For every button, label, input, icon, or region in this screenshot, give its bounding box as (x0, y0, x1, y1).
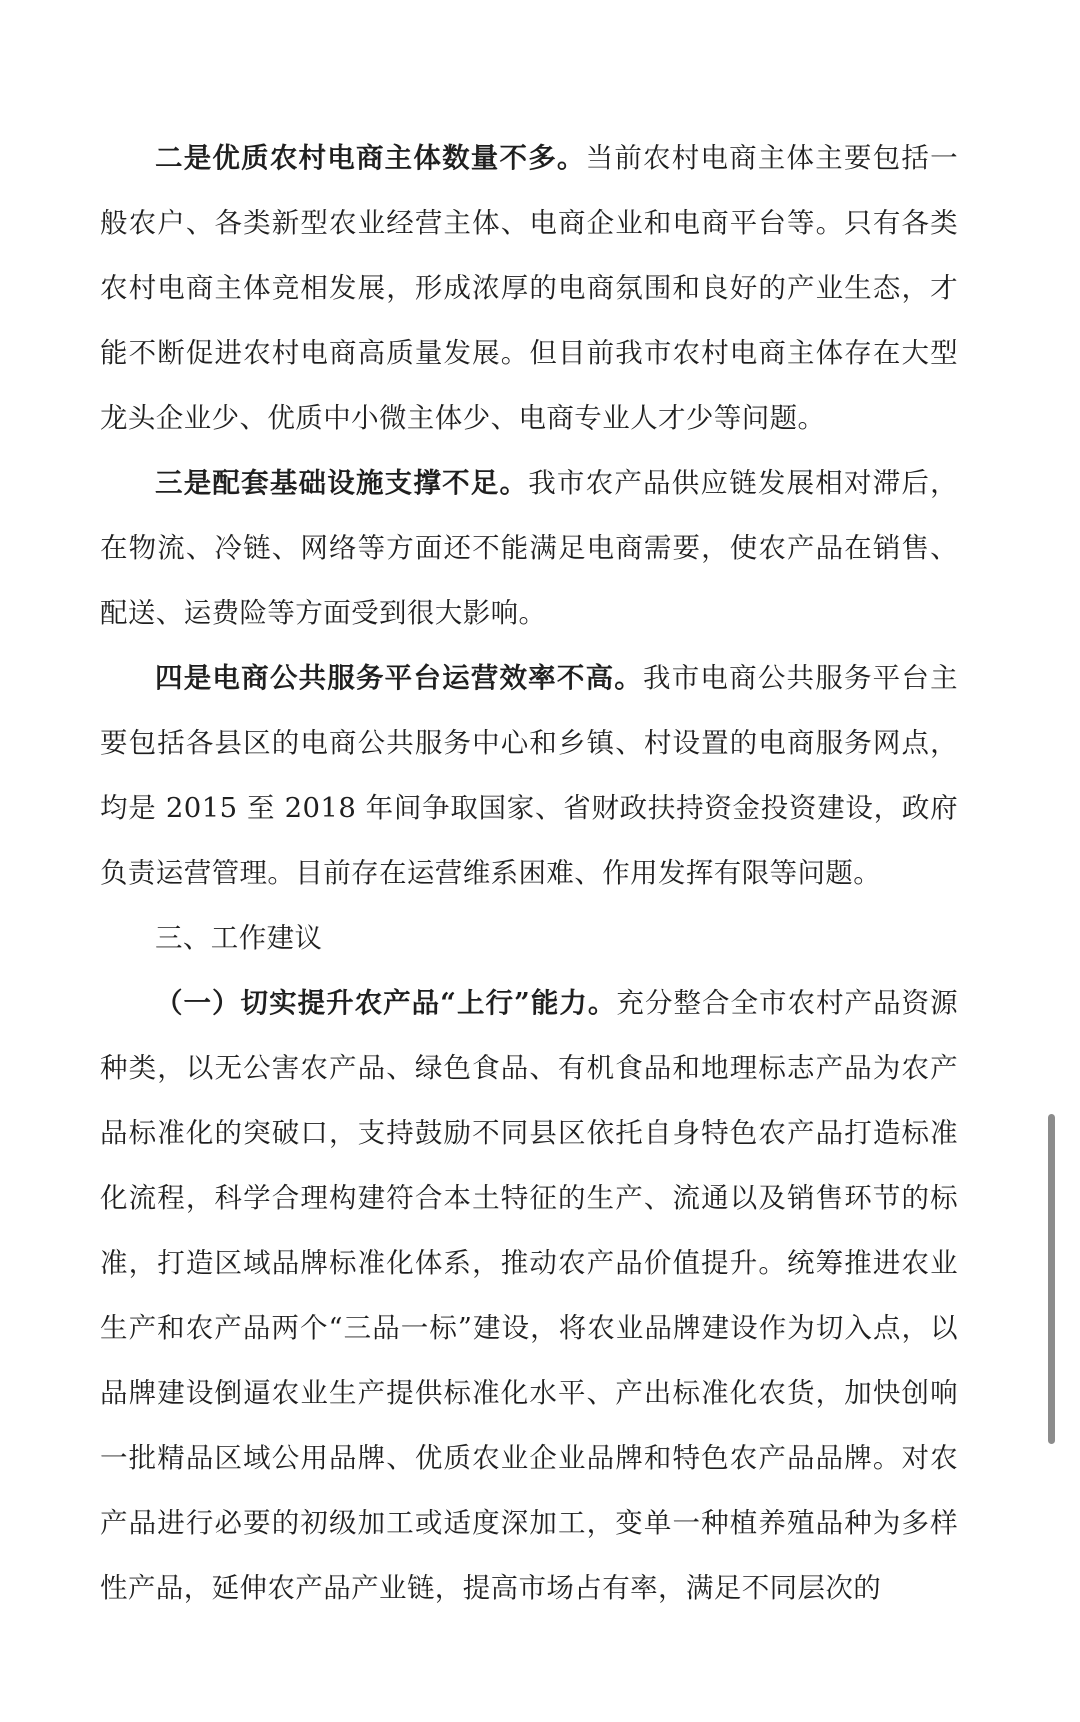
vertical-scrollbar[interactable] (1048, 1114, 1055, 1444)
section-heading: 三、工作建议 (155, 922, 323, 954)
paragraph-lead: 四是电商公共服务平台运营效率不高。 (155, 662, 644, 694)
paragraph-two (100, 126, 958, 451)
paragraph-lead: 三是配套基础设施支撑不足。 (155, 467, 529, 499)
paragraph-lead: 二是优质农村电商主体数量不多。 (155, 142, 586, 174)
paragraph-four (100, 646, 958, 906)
document-body (100, 126, 958, 1621)
paragraph-three (100, 451, 958, 646)
suggestion-text: 充分整合全市农村产品资源种类，以无公害农产品、绿色食品、有机食品和地理标志产品为农产品标准化的突破口，支持鼓励不同县区依托自身特色农产品打造标准化流程，科学合理构建符合本土特征的生产、流通以及销售环节的标准，打造区域品牌标准化体系，推动农产品价值提升。统筹推进农业生产和农产品两个“三品一标”建设，将农业品牌建设作为切入点，以品牌建设倒逼农业生产提供标准化水平、产出标准化农货，加快创响一批精品区域公用品牌、优质农业企业品牌和特色农产品品牌。对农产品进行必要的初级加工或适度深加工，变单一种植养殖品种为多样性产品，延伸农产品产业链，提高市场占有率，满足不同层次的 (100, 987, 958, 1604)
suggestion-paragraph (100, 971, 958, 1621)
suggestion-lead: （一）切实提升农产品“上行”能力。 (155, 987, 617, 1019)
paragraph-text: 我市农产品供应链发展相对滞后，在物流、冷链、网络等方面还不能满足电商需要，使农产品在销售、配送、运费险等方面受到很大影响。 (100, 467, 959, 629)
paragraph-text: 当前农村电商主体主要包括一般农户、各类新型农业经营主体、电商企业和电商平台等。只有各类农村电商主体竞相发展，形成浓厚的电商氛围和良好的产业生态，才能不断促进农村电商高质量发展。但目前我市农村电商主体存在大型龙头企业少、优质中小微主体少、电商专业人才少等问题。 (100, 142, 958, 434)
paragraph-text: 我市电商公共服务平台主要包括各县区的电商公共服务中心和乡镇、村设置的电商服务网点，均是 2015 至 2018 年间争取国家、省财政扶持资金投资建设，政府负责运营管理。目前存在运营维系困难、作用发挥有限等问题。 (100, 662, 958, 889)
